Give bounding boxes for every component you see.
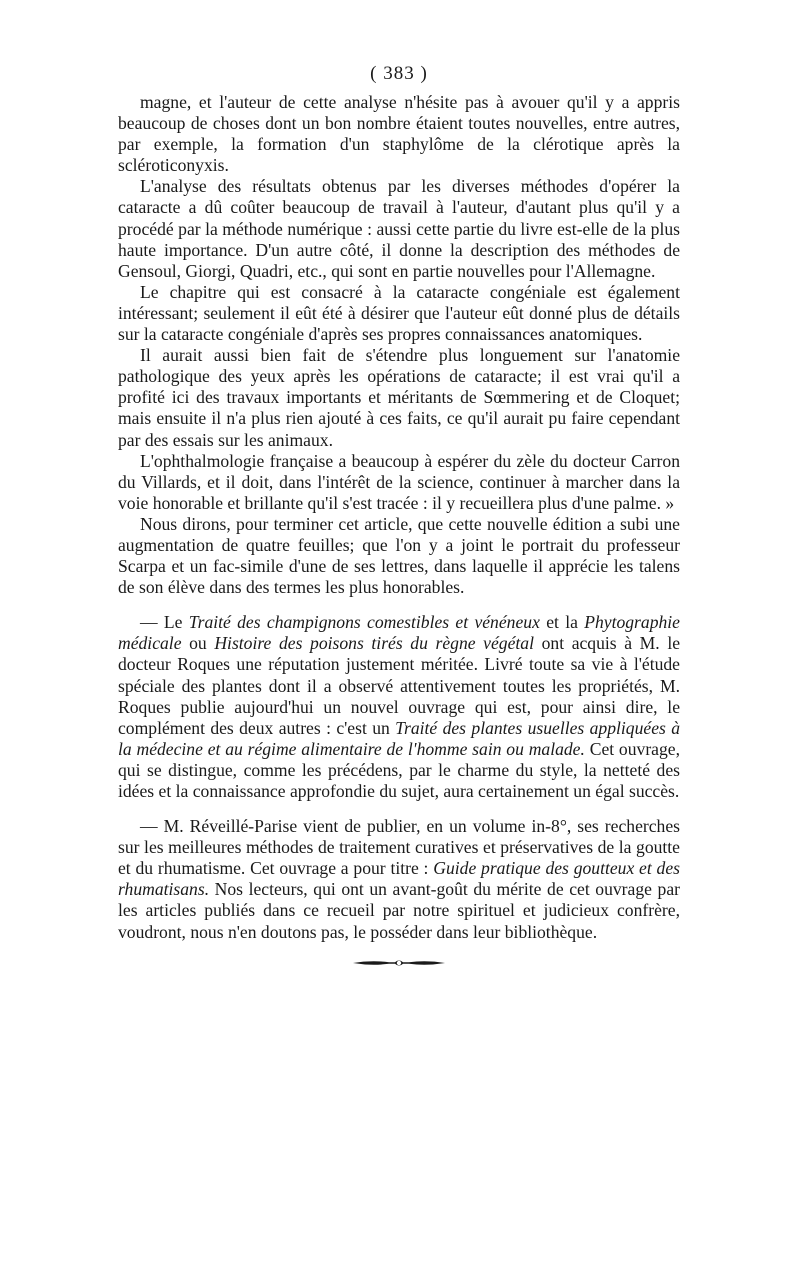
italic-title-text: Phytographie médicale [118, 612, 680, 654]
paragraph-text: Nous dirons, pour terminer cet article, que cette nouvelle édition a subi une augmentation de quatre feuilles; que l'on y a joint le portrait du professeur Scarpa et un fac-simile d'une de ses lettres, dans laquelle il apprécie les talens de son élève dans des termes les plus honorables. [118, 513, 680, 598]
paragraph-text: ou [181, 633, 215, 654]
paragraph-congenital-cataract [118, 282, 680, 345]
page-number: ( 383 ) [370, 63, 428, 84]
paragraph-continuation [118, 92, 680, 176]
paragraph-text: L'analyse des résultats obtenus par les diverses méthodes d'opérer la cataracte a dû coûter beaucoup de travail à l'auteur, d'autant plus qu'il y a procédé par la méthode numérique : aussi cette partie du livre est-elle de la plus haute importance. D'un autre côté, il donne la description des méthodes de Gensoul, Giorgi, Quadri, etc., qui sont en partie nouvelles pour l'Allemagne. [118, 176, 680, 281]
tail-ornament-icon [351, 957, 447, 969]
paragraph-reveille-parise [118, 816, 680, 943]
paragraph-french-ophthalmology [118, 451, 680, 514]
paragraph-text: L'ophthalmologie française a beaucoup à espérer du zèle du docteur Carron du Villards, et il doit, dans l'intérêt de la science, continuer à marcher dans la voie honorable et brillante qu'il s'est tracée : il y recueillera plus d'une palme. » [118, 450, 680, 513]
paragraph-text: — Le [140, 612, 189, 633]
italic-title-text: Guide pratique des goutteux et des rhumatisans. [118, 858, 681, 900]
paragraph-text: ont acquis à M. le docteur Roques une réputation justement méritée. Livré toute sa vie à l'étude spéciale des plantes dont il a observé attentivement toutes les propriétés, M. Roques publie aujourd'hui un nouvel ouvrage qui est, pour ainsi dire, le complément des deux autres : c'est un [118, 633, 681, 738]
paragraph-text: — M. Réveillé-Parise vient de publier, en un volume in-8°, ses recherches sur les meilleures méthodes de traitement curatives et préservatives de la goutte et du rhumatisme. Cet ouvrage a pour titre : [118, 816, 680, 879]
paragraph-analysis-results [118, 176, 680, 281]
paragraph-new-edition [118, 514, 680, 598]
italic-title-text: Traité des plantes usuelles appliquées à la médecine et au régime alimentaire de l'homme sain ou malade. [118, 717, 681, 759]
paragraph-text: Le chapitre qui est consacré à la cataracte congéniale est également intéressant; seulement il eût été à désirer que l'auteur eût donné plus de détails sur la cataracte congéniale d'après ses propres connaissances anatomiques. [118, 281, 680, 345]
paragraph-text: Cet ouvrage, qui se distingue, comme les précédens, par le charme du style, la netteté des idées et la connaissance approfondie du sujet, aura certainement un égal succès. [118, 738, 680, 801]
paragraph-text: Il aurait aussi bien fait de s'étendre plus longuement sur l'anatomie pathologique des yeux après les opérations de cataracte; il est vrai qu'il a profité ici des travaux importants et méritants de Sœmmering et de Cloquet; mais ensuite il n'a plus rien ajouté à ces faits, ce qu'il aurait pu faire cependant par des essais sur les animaux. [118, 345, 680, 450]
paragraph-text: magne, et l'auteur de cette analyse n'hésite pas à avouer qu'il y a appris beaucoup de choses dont un bon nombre étaient toutes nouvelles, entre autres, par exemple, la formation d'un staphylôme de la clérotique après la scléroticonyxis. [118, 92, 680, 176]
book-page [118, 62, 680, 969]
italic-title-text: Histoire des poisons tirés du règne végétal [214, 633, 534, 654]
paragraph-pathological-anatomy [118, 345, 680, 450]
paragraph-text: et la [539, 612, 585, 633]
italic-title-text: Traité des champignons comestibles et vénéneux [188, 612, 540, 633]
paragraph-roques-treatise [118, 612, 680, 802]
paragraph-text: Nos lecteurs, qui ont un avant-goût du mérite de cet ouvrage par les articles publiés dans ce recueil par notre spirituel et judicieux confrère, voudront, nous n'en doutons pas, le posséder dans leur bibliothèque. [118, 879, 680, 942]
